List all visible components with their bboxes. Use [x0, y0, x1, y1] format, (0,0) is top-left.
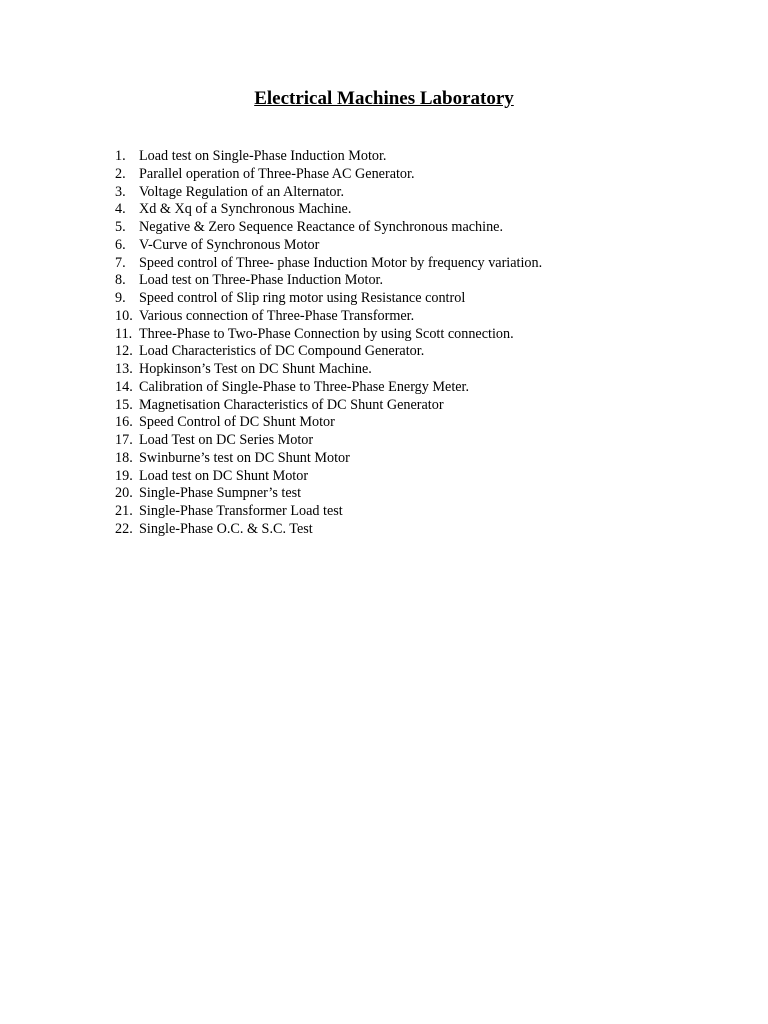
- experiment-number: 19.: [115, 467, 133, 484]
- experiment-number: 17.: [115, 432, 133, 448]
- experiment-text: Hopkinson’s Test on DC Shunt Machine.: [139, 361, 372, 377]
- experiment-item: [115, 201, 542, 219]
- experiment-number: 6.: [115, 236, 126, 253]
- experiment-text: Load test on DC Shunt Motor: [139, 467, 309, 484]
- experiment-text: Swinburne’s test on DC Shunt Motor: [139, 449, 350, 466]
- experiment-number: 15.: [115, 396, 133, 413]
- experiment-item: [115, 397, 542, 415]
- experiment-item: [115, 290, 542, 308]
- experiment-text: Load Test on DC Series Motor: [139, 432, 314, 448]
- experiment-item: [115, 237, 542, 255]
- experiment-text: Load test on Single-Phase Induction Motor.: [139, 148, 387, 164]
- experiment-number: 3.: [115, 183, 126, 200]
- experiment-number: 14.: [115, 378, 133, 395]
- experiment-text: Load test on Three-Phase Induction Motor.: [139, 272, 384, 289]
- experiment-item: [115, 432, 542, 450]
- experiment-text: Three-Phase to Two-Phase Connection by using Scott connection.: [139, 325, 514, 342]
- experiment-item: [115, 468, 542, 486]
- experiment-number: 16.: [115, 414, 133, 431]
- experiment-number: 18.: [115, 449, 133, 466]
- experiment-number: 21.: [115, 503, 133, 519]
- experiment-text: Various connection of Three-Phase Transformer.: [139, 307, 415, 324]
- experiment-number: 9.: [115, 290, 126, 306]
- experiment-list: [115, 148, 542, 539]
- experiment-number: 4.: [115, 201, 126, 218]
- experiment-item: [115, 166, 542, 184]
- experiment-text: Single-Phase O.C. & S.C. Test: [139, 520, 313, 537]
- experiment-number: 7.: [115, 254, 126, 271]
- experiment-text: Speed control of Slip ring motor using Resistance control: [139, 290, 466, 306]
- experiment-number: 2.: [115, 165, 126, 182]
- experiment-text: Single-Phase Sumpner’s test: [139, 485, 302, 502]
- experiment-item: [115, 255, 542, 273]
- experiment-number: 1.: [115, 148, 126, 164]
- experiment-item: [115, 308, 542, 326]
- experiment-text: Negative & Zero Sequence Reactance of Synchronous machine.: [139, 219, 504, 235]
- experiment-item: [115, 361, 542, 379]
- experiment-text: Calibration of Single-Phase to Three-Phase Energy Meter.: [139, 378, 470, 395]
- experiment-item: [115, 503, 542, 521]
- experiment-number: 22.: [115, 520, 133, 537]
- experiment-number: 20.: [115, 485, 133, 502]
- experiment-item: [115, 184, 542, 202]
- experiment-item: [115, 414, 542, 432]
- experiment-text: Voltage Regulation of an Alternator.: [139, 183, 345, 200]
- experiment-number: 13.: [115, 361, 133, 377]
- experiment-text: Parallel operation of Three-Phase AC Generator.: [139, 165, 415, 182]
- experiment-text: Load Characteristics of DC Compound Generator.: [139, 343, 425, 360]
- experiment-number: 12.: [115, 343, 133, 360]
- experiment-number: 8.: [115, 272, 126, 289]
- experiment-item: [115, 379, 542, 397]
- experiment-item: [115, 219, 542, 237]
- experiment-item: [115, 485, 542, 503]
- document-title: Electrical Machines Laboratory: [254, 88, 514, 109]
- experiment-number: 5.: [115, 219, 126, 235]
- experiment-text: Speed control of Three- phase Induction Motor by frequency variation.: [139, 254, 543, 271]
- experiment-text: Magnetisation Characteristics of DC Shunt Generator: [139, 396, 444, 413]
- experiment-text: V-Curve of Synchronous Motor: [139, 236, 320, 253]
- experiment-item: [115, 326, 542, 344]
- experiment-number: 11.: [115, 325, 133, 342]
- experiment-item: [115, 148, 542, 166]
- experiment-text: Single-Phase Transformer Load test: [139, 503, 343, 519]
- experiment-item: [115, 450, 542, 468]
- experiment-number: 10.: [115, 307, 133, 324]
- experiment-item: [115, 521, 542, 539]
- experiment-text: Xd & Xq of a Synchronous Machine.: [139, 201, 352, 218]
- experiment-item: [115, 272, 542, 290]
- experiment-text: Speed Control of DC Shunt Motor: [139, 414, 335, 431]
- experiment-item: [115, 343, 542, 361]
